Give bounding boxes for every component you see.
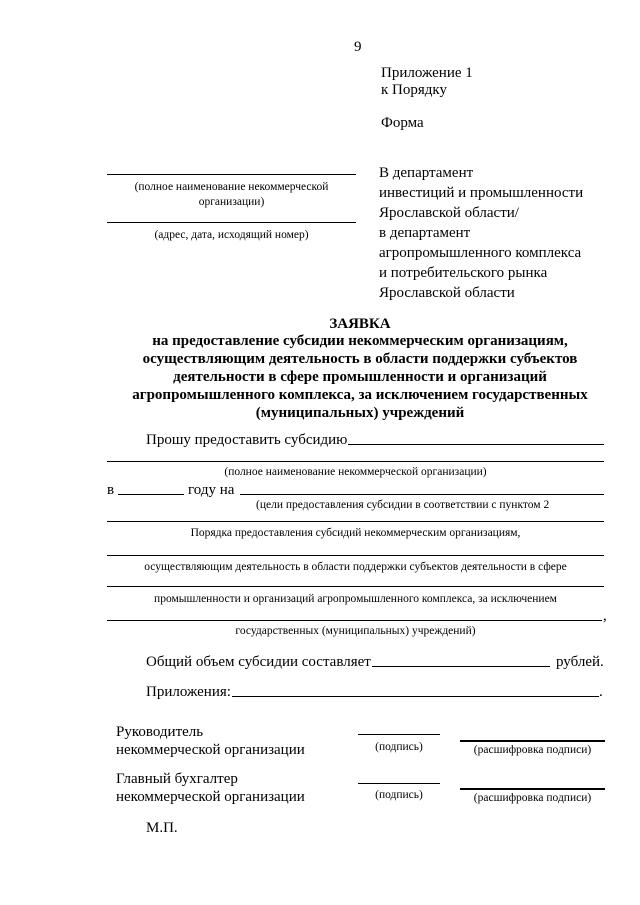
subtitle-line: агропромышленного комплекса, за исключением государственных bbox=[132, 387, 588, 403]
recipient-line: инвестиций и промышленности bbox=[379, 185, 584, 201]
year-prefix: в bbox=[107, 482, 115, 498]
stamp-place: М.П. bbox=[146, 820, 178, 836]
head-title: Руководитель bbox=[116, 724, 204, 740]
request-text: Прошу предоставить субсидию bbox=[146, 432, 348, 448]
goal-line-2[interactable] bbox=[107, 521, 604, 522]
recipient-line: и потребительского рынка bbox=[379, 265, 548, 281]
address-line bbox=[107, 222, 356, 223]
head-org: некоммерческой организации bbox=[116, 742, 305, 758]
org-full-name-caption: (полное наименование некоммерческой организации) bbox=[224, 466, 487, 478]
goal-field-line[interactable] bbox=[240, 494, 604, 495]
year-mid-text: году на bbox=[188, 482, 235, 498]
subtitle-line: (муниципальных) учреждений bbox=[255, 405, 465, 421]
goal-caption-2: Порядка предоставления субсидий некоммерческим организациям, bbox=[190, 527, 521, 539]
recipient-line: агропромышленного комплекса bbox=[379, 245, 582, 261]
org-name-caption-2: организации) bbox=[198, 196, 265, 208]
year-field-line[interactable] bbox=[118, 494, 184, 495]
currency-text: рублей. bbox=[556, 654, 604, 670]
document-title: ЗАЯВКА bbox=[329, 316, 391, 332]
accountant-sign-caption: (подпись) bbox=[375, 789, 423, 801]
accountant-sign-line[interactable] bbox=[358, 783, 440, 784]
accountant-decode-line[interactable] bbox=[460, 788, 605, 790]
goal-caption-4: промышленности и организаций агропромышленного комплекса, за исключением bbox=[154, 593, 557, 605]
head-sign-caption: (подпись) bbox=[375, 741, 423, 753]
recipient-line: Ярославской области/ bbox=[379, 205, 519, 221]
org-name-caption-1: (полное наименование некоммерческой bbox=[134, 181, 329, 193]
goal-caption-3: осуществляющим деятельность в области поддержки субъектов деятельности в сфере bbox=[144, 561, 567, 573]
attachments-text: Приложения: bbox=[146, 684, 231, 700]
appendix-order: к Порядку bbox=[381, 82, 447, 98]
recipient-line: в департамент bbox=[379, 225, 471, 241]
goal-caption-5: государственных (муниципальных) учреждений) bbox=[235, 625, 476, 637]
recipient-line: В департамент bbox=[379, 165, 474, 181]
address-caption: (адрес, дата, исходящий номер) bbox=[154, 229, 309, 241]
goal-line-3[interactable] bbox=[107, 555, 604, 556]
form-label: Форма bbox=[381, 115, 424, 131]
attachments-field-line[interactable] bbox=[232, 696, 599, 697]
accountant-org: некоммерческой организации bbox=[116, 789, 305, 805]
goal-caption-1: (цели предоставления субсидии в соответствии с пунктом 2 bbox=[256, 499, 550, 511]
goal-line-4[interactable] bbox=[107, 586, 604, 587]
subtitle-line: на предоставление субсидии некоммерческим организациям, bbox=[152, 333, 568, 349]
accountant-title: Главный бухгалтер bbox=[116, 771, 238, 787]
goal-comma: , bbox=[603, 608, 607, 624]
document-subtitle bbox=[60, 332, 640, 422]
total-text: Общий объем субсидии составляет bbox=[146, 654, 371, 670]
subsidy-field-line[interactable] bbox=[348, 444, 604, 445]
total-field-line[interactable] bbox=[372, 666, 550, 667]
appendix-label: Приложение 1 bbox=[381, 65, 473, 81]
subtitle-line: осуществляющим деятельность в области поддержки субъектов bbox=[142, 351, 578, 367]
head-sign-line[interactable] bbox=[358, 734, 440, 735]
org-name-line bbox=[107, 174, 356, 175]
recipient-block bbox=[379, 163, 583, 303]
attachments-dot: . bbox=[599, 684, 603, 700]
subtitle-line: деятельности в сфере промышленности и организаций bbox=[173, 369, 547, 385]
goal-line-5[interactable] bbox=[107, 620, 602, 621]
head-decode-line[interactable] bbox=[460, 740, 605, 742]
recipient-line: Ярославской области bbox=[379, 285, 515, 301]
org-full-name-line[interactable] bbox=[107, 461, 604, 462]
page-number: 9 bbox=[354, 39, 362, 55]
head-decode-caption: (расшифровка подписи) bbox=[473, 744, 592, 756]
accountant-decode-caption: (расшифровка подписи) bbox=[473, 792, 592, 804]
